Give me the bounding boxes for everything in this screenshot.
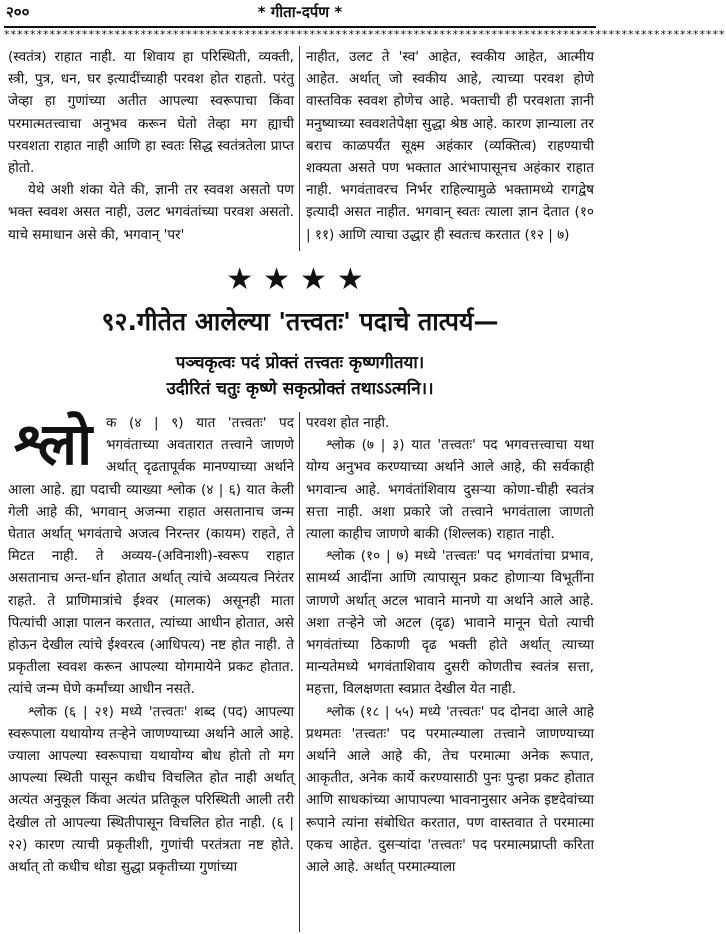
paragraph: श्लोक (१८ | ५५) मध्ये 'तत्त्वतः' पद दोनदा आले आहे प्रथमतः 'तत्त्वतः' पद परमात्म्याला तत्त्वाने जाणण्याच्या अर्थाने आले आहे की, तेच परमात्मा अनेक रूपात, आकृतीत, अनेक कार्ये करण्यासाठी पुनः पुन्हा प्रकट होतात आणि साधकांच्या आपापल्या भावनानुसार अनेक इष्टदेवांच्या रूपाने त्यांना संबोधित करतात, पण वास्तवात ते परमात्मा एकच आहेत. दुसऱ्यांदा 'तत्त्वतः' पद परमात्मप्राप्ती करिता आले आहे. अर्थात् परमात्म्याला <box>306 703 594 876</box>
verse-line: पञ्चकृत्वः पदं प्रोक्तं तत्त्वतः कृष्णगीतया। <box>175 353 425 373</box>
top-right-column <box>306 46 594 246</box>
section-heading: ९२.गीतेत आलेल्या 'तत्त्वतः' पदाचे तात्पर्य— <box>101 307 499 336</box>
paragraph <box>8 412 294 701</box>
paragraph: श्लोक (१० | ७) मध्ये 'तत्त्वतः' पद भगवंतांचा प्रभाव, सामर्थ्य आदींना आणि त्यापासून प्रकट होणाऱ्या विभूतींना जाणणे अर्थात् अटल भावाने मानणे या अर्थाने आले आहे. अशा तऱ्हेने जो अटल (दृढ) भावाने मानून घेतो त्याची भगवंतांच्या ठिकाणी दृढ भक्ती होते अर्थात् त्याच्या मान्यतेमध्ये भगवंताशिवाय दुसरी कोणतीच स्वतंत्र सत्ता, महत्ता, विलक्षणता स्वप्नात देखील येत नाही. <box>306 548 594 698</box>
running-title: * गीता-दर्पण * <box>257 3 343 21</box>
paragraph: नाहीत, उलट ते 'स्व' आहेत, स्वकीय आहेत, आत्मीय आहेत. अर्थात् जो स्वकीय आहे, त्याच्या परवश होणे वास्तविक स्ववश होणेच आहे. भक्ताची ही परवशता ज्ञानी मनुष्याच्या स्ववशतेपेक्षा सुद्धा श्रेष्ठ आहे. कारण ज्ञान्याला तर बराच काळपर्यंत सूक्ष्म अहंकार (व्यक्तित्व) राहण्याची शक्यता असते पण भक्तात आरंभापासूनच अहंकार राहात नाही. भगवंतावरच निर्भर राहिल्यामुळे भक्तामध्ये रागद्वेष इत्यादी असत नाहीत. भगवान् स्वतः त्याला ज्ञान देतात (१० | ११) आणि त्याचा उद्धार ही स्वतःच करतात (१२ | ७) <box>306 49 594 243</box>
paragraph: (स्वतंत्र) राहात नाही. या शिवाय हा परिस्थिती, व्यक्ती, स्त्री, पुत्र, धन, घर इत्यादींच्याही परवश होत राहतो. परंतु जेव्हा हा गुणांच्या अतीत आपल्या स्वरूपाचा किंवा परमात्मतत्त्वाचा अनुभव करून घेतो तेव्हा मग ह्याची परवशता राहात नाही आणि हा स्वतः सिद्ध स्वतंत्रतेला प्राप्त होतो. <box>8 49 294 177</box>
paragraph-text: क (४ | ९) यात 'तत्त्वतः' पद भगवंताच्या अवतारात तत्त्वाने जाणणे अर्थात् दृढतापूर्वक मानण्याच्या अर्थाने आला आहे. ह्या पदाची व्याख्या श्लोक (४ | ६) यात केली गेली आहे की, भगवान् अजन्मा राहात असतानाच जन्म घेतात अर्थात् भगवंताचे अजत्व निरन्तर (कायम) राहते, ते मिटत नाही. ते अव्यय-(अविनाशी)-स्वरूप राहात असतानाच अन्त-र्धान होतात अर्थात् त्यांचे अव्ययत्व निरंतर राहते. ते प्राणिमात्रांचे ईश्वर (मालक) असूनही माता पित्यांची आज्ञा पालन करतात, त्यांच्या आधीन होतात, असे होऊन देखील त्यांचे ईश्वरत्व (आधिपत्य) नष्ट होत नाही. ते प्रकृतीला स्ववश करून आपल्या योगमायेने प्रकट होतात. त्यांचे जन्म घेणे कर्मांच्या आधीन नसते. <box>8 415 294 698</box>
stars-divider: *************************************************************************************************************** <box>4 28 726 41</box>
drop-cap: श्लो <box>13 410 93 478</box>
section-stars: ★★★★ <box>226 262 374 297</box>
body-right-column <box>306 412 594 878</box>
paragraph: श्लोक (७ | ३) यात 'तत्त्वतः' पद भगवत्तत्त्वाचा यथा योग्य अनुभव करण्याच्या अर्थाने आले आहे, की सर्वकाही भगवान्च आहे. भगवंतांशिवाय दुसऱ्या कोणा-चीही स्वतंत्र सत्ता नाही. अशा प्रकारे जो तत्त्वाने भगवंताला जाणतो त्याला काहीच जाणणे बाकी (शिल्लक) राहात नाही. <box>306 437 594 543</box>
paragraph: श्लोक (६ | २१) मध्ये 'तत्त्वतः' शब्द (पद) आपल्या स्वरूपाला यथायोग्य तऱ्हेने जाणण्याच्या अर्थाने आले आहे. ज्याला आपल्या स्वरूपाचा यथायोग्य बोध होतो तो मग आपल्या स्थिती पासून कधीच विचलित होत नाही अर्थात् अत्यंत अनुकूल किंवा अत्यंत प्रतिकूल परिस्थिती आली तरी देखील तो आपल्या स्थितीपासून विचलित होत नाही. (६ | २२) कारण त्याची प्रकृतीशी, गुणांची परतंत्रता नष्ट होते. अर्थात् तो कधीच थोडा सुद्धा प्रकृतीच्या गुणांच्या <box>8 703 294 876</box>
paragraph: येथे अशी शंका येते की, ज्ञानी तर स्ववश असतो पण भक्त स्ववश असत नाही, उलट भगवंतांच्या परवश असतो. याचे समाधान असे की, भगवान् 'पर' <box>8 182 294 243</box>
page-number: २०० <box>6 3 30 21</box>
verse-line: उदीरितं चतुः कृष्णे सकृत्प्रोक्तं तथाऽऽत्मनि।। <box>166 379 434 399</box>
column-divider <box>299 412 300 932</box>
sanskrit-verse <box>0 350 600 402</box>
paragraph: परवश होत नाही. <box>306 415 390 431</box>
top-left-column <box>8 46 294 246</box>
column-divider <box>299 46 300 251</box>
body-left-column <box>8 412 294 878</box>
page-header <box>0 2 600 24</box>
